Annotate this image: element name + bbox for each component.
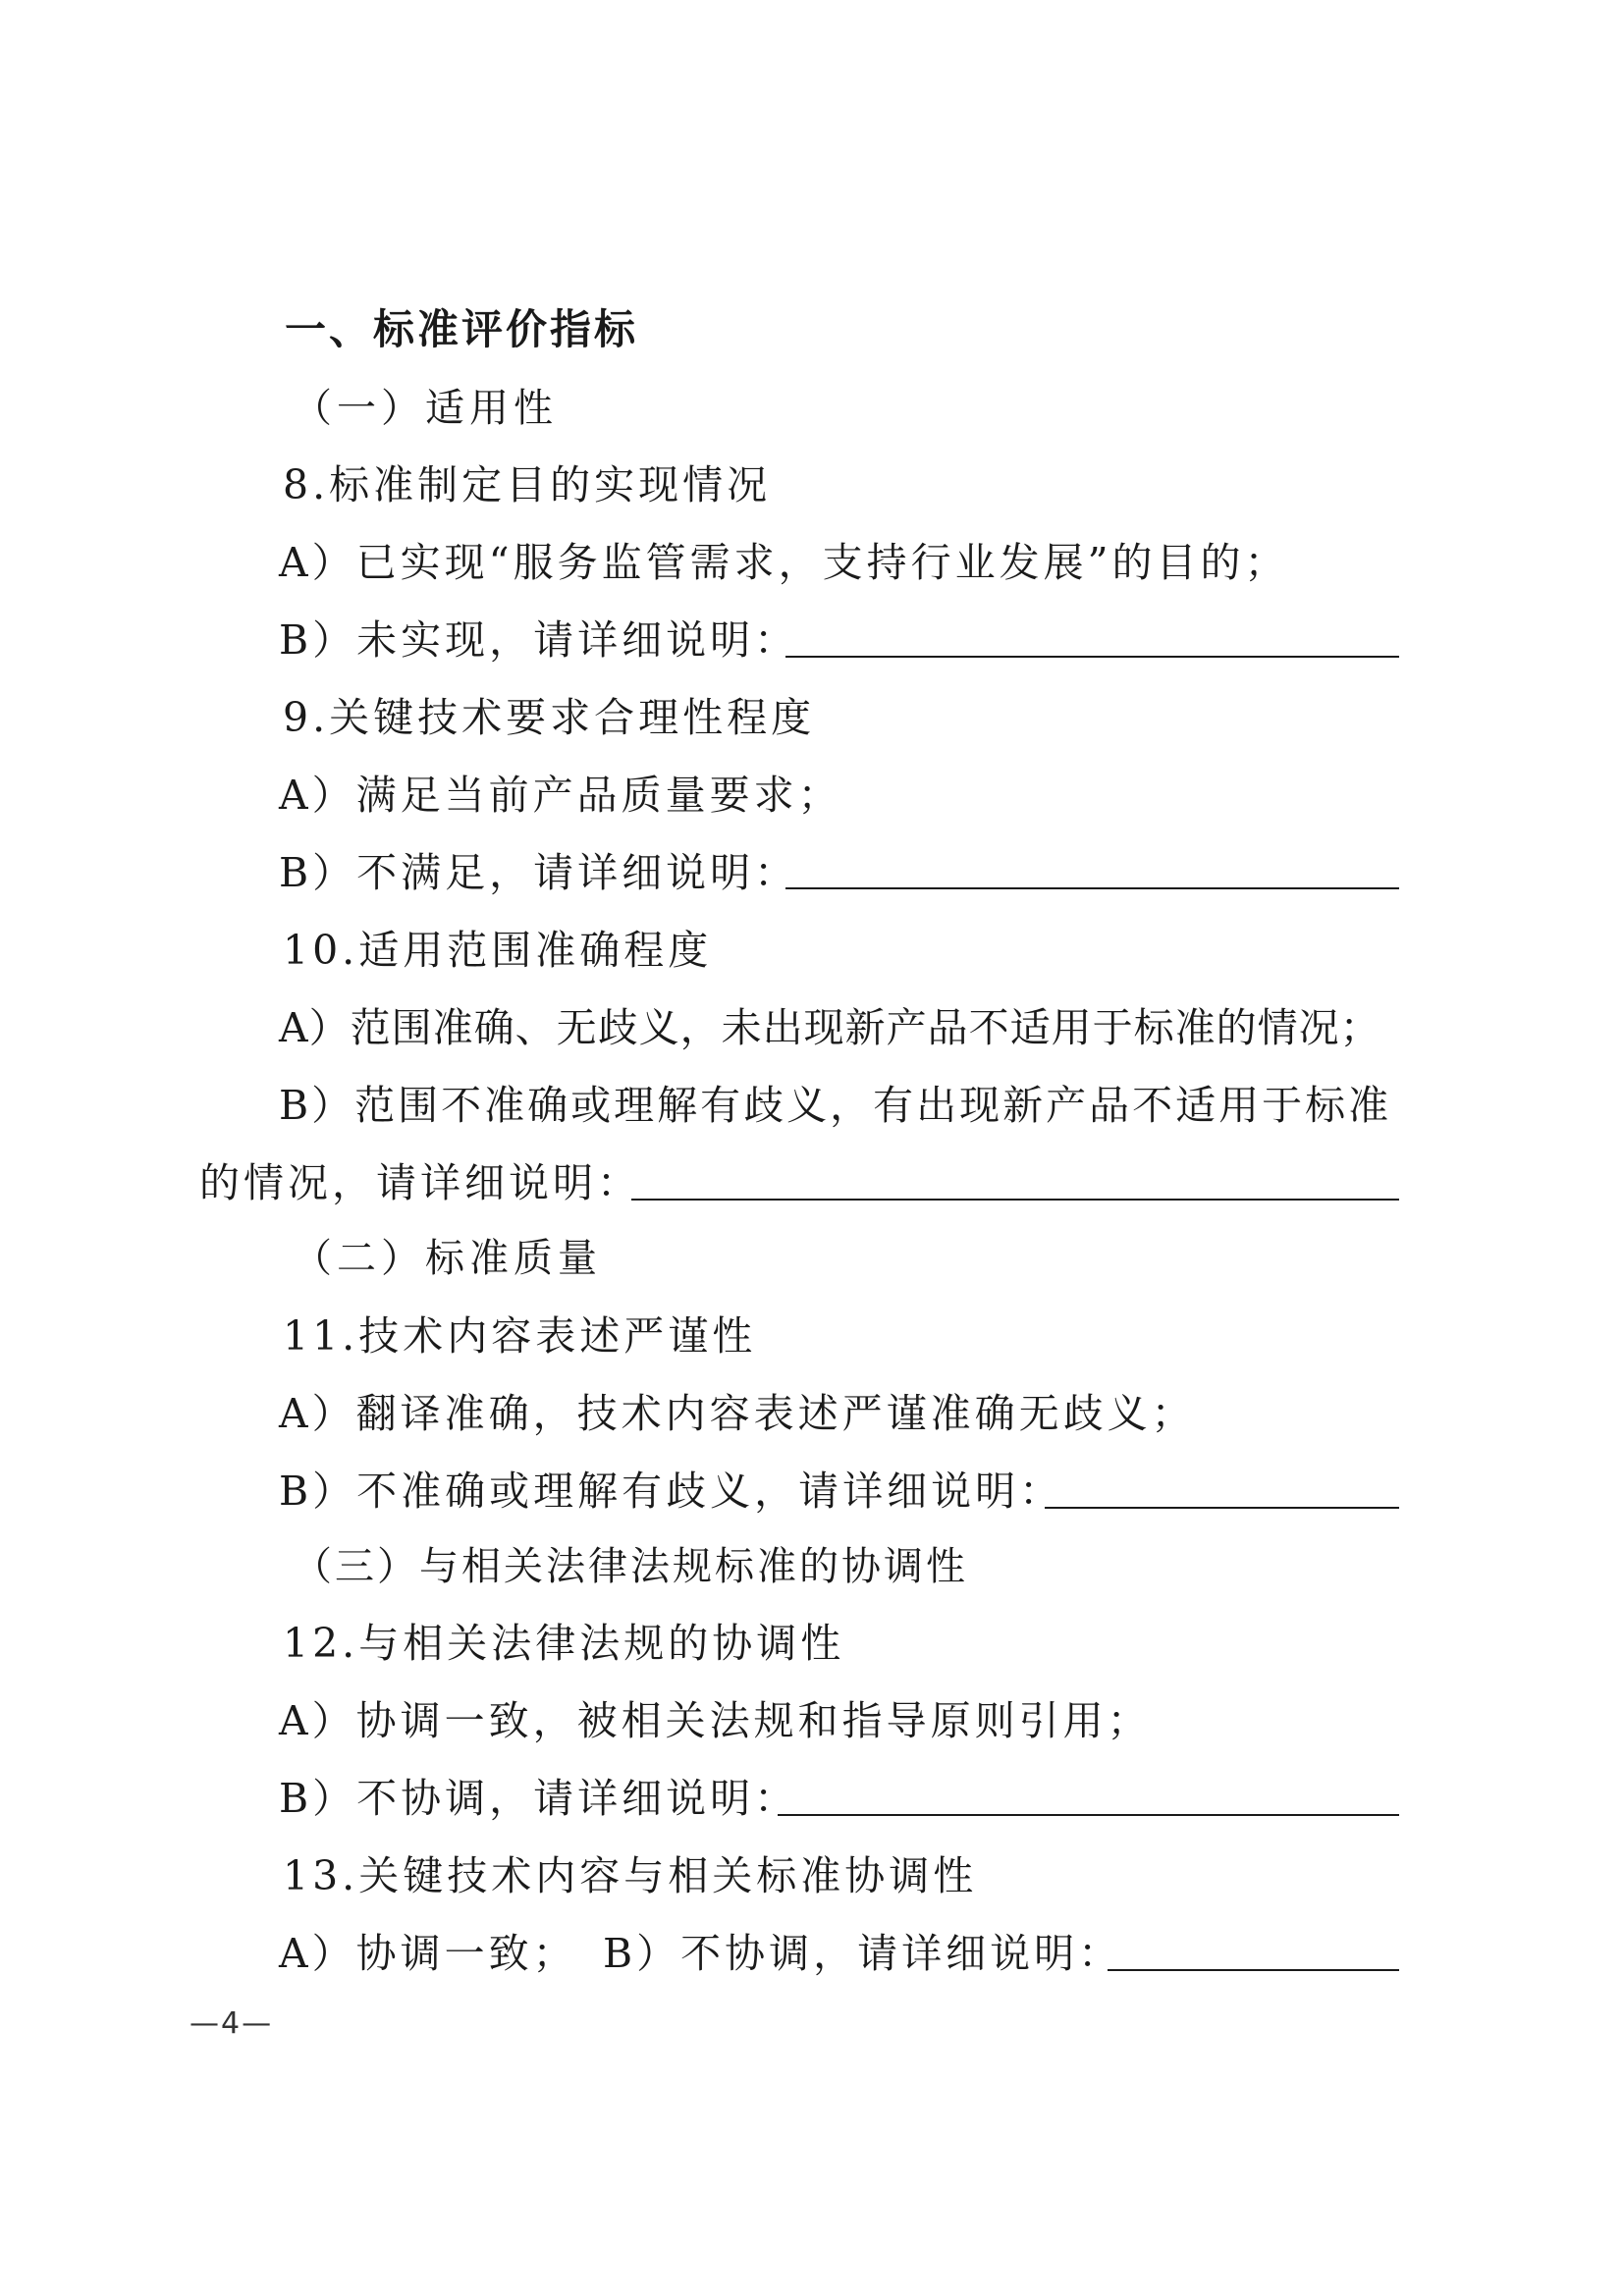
question-9-title: 9.关键技术要求合理性程度 — [283, 694, 816, 741]
question-8-option-a: A）已实现“服务监管需求，支持行业发展”的目的； — [279, 539, 1289, 586]
subsection-title-coordination: （三）与相关法律法规标准的协调性 — [293, 1544, 968, 1589]
question-9-option-a: A）满足当前产品质量要求； — [279, 772, 842, 819]
question-11-title: 11.技术内容表述严谨性 — [283, 1312, 757, 1360]
question-8-answer-line[interactable] — [785, 656, 1399, 658]
page-number: —4— — [189, 2006, 274, 2041]
question-12-title: 12.与相关法律法规的协调性 — [283, 1620, 845, 1667]
question-12-answer-line[interactable] — [778, 1814, 1399, 1816]
question-10-option-b-line1: B）范围不准确或理解有歧义，有出现新产品不适用于标准 — [279, 1082, 1392, 1129]
question-10-option-a: A）范围准确、无歧义，未出现新产品不适用于标准的情况； — [279, 1004, 1381, 1051]
question-9-answer-line[interactable] — [785, 887, 1399, 889]
question-13-answer-line[interactable] — [1108, 1969, 1399, 1971]
question-10-title: 10.适用范围准确程度 — [283, 927, 713, 974]
question-8-option-b: B）未实现，请详细说明： — [279, 616, 799, 664]
question-13-option-a: A）协调一致； — [279, 1930, 577, 1977]
question-11-option-b: B）不准确或理解有歧义，请详细说明： — [279, 1468, 1064, 1515]
subsection-title-quality: （二）标准质量 — [293, 1236, 602, 1281]
question-13-title: 13.关键技术内容与相关标准协调性 — [283, 1852, 978, 1899]
question-11-option-a: A）翻译准确，技术内容表述严谨准确无歧义； — [279, 1390, 1196, 1437]
question-13-option-b: B）不协调，请详细说明： — [603, 1930, 1123, 1977]
question-12-option-a: A）协调一致，被相关法规和指导原则引用； — [279, 1697, 1152, 1744]
question-10-option-b-line2: 的情况，请详细说明： — [199, 1159, 641, 1206]
question-9-option-b: B）不满足，请详细说明： — [279, 849, 799, 896]
question-12-option-b: B）不协调，请详细说明： — [279, 1775, 799, 1822]
question-8-title: 8.标准制定目的实现情况 — [283, 461, 772, 508]
question-11-answer-line[interactable] — [1045, 1507, 1399, 1509]
subsection-title-applicability: （一）适用性 — [293, 386, 558, 431]
section-title: 一、标准评价指标 — [285, 305, 639, 353]
question-10-answer-line[interactable] — [631, 1199, 1399, 1201]
